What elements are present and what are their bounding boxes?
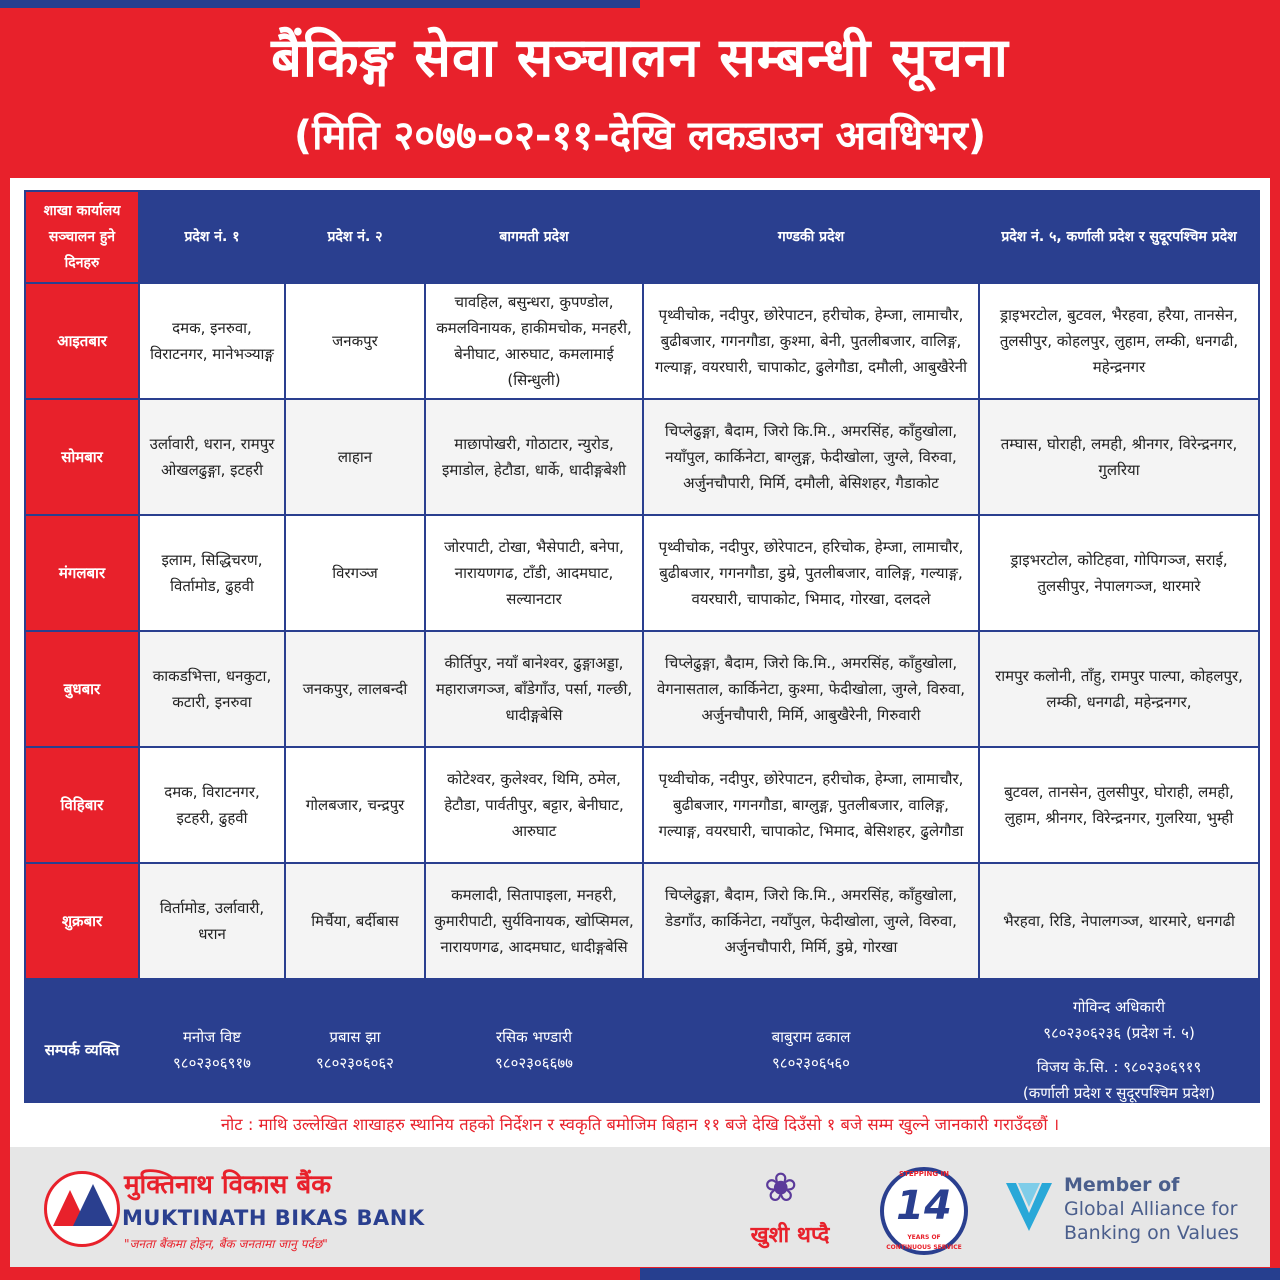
table-cell: चिप्लेढुङ्गा, बैदाम, जिरो कि.मि., अमरसिंह, काँहुखोला, नयाँपुल, कार्किनेटा, बाग्लुङ्ग, फेदीखोला, जुग्ले, विरुवा, अर्जुनचौपारी, मिर्मि, दमौली, बेसिशहर, गैडाकोट: [643, 399, 979, 515]
gabv-line-2: Global Alliance for: [1064, 1198, 1238, 1220]
contact-cell: [285, 979, 425, 1120]
table-row: [25, 399, 1259, 515]
table-cell: भैरहवा, रिडि, नेपालगञ्ज, थारमारे, धनगढी: [979, 863, 1259, 979]
table-cell: चावहिल, बसुन्धरा, कुपण्डोल, कमलविनायक, हाकीमचोक, मनहरी, बेनीघाट, आरुघाट, कमलामाई (सिन्धुली): [425, 283, 643, 399]
contact-region-secondary: (कर्णाली प्रदेश र सुदूरपश्चिम प्रदेश): [1022, 1083, 1216, 1102]
table-cell: इलाम, सिद्धिचरण, विर्तामोड, ढुहवी: [139, 515, 285, 631]
table-cell: दमक, इनरुवा, विराटनगर, मानेभञ्याङ्ग: [139, 283, 285, 399]
table-row: [25, 631, 1259, 747]
header-province-5-karnali-sudurpashchim: प्रदेश नं. ५, कर्णाली प्रदेश र सुदूरपश्चिम प्रदेश: [979, 191, 1259, 283]
table-cell: माछापोखरी, गोठाटार, न्युरोड, इमाडोल, हेटौडा, धार्के, धादीङ्गबेशी: [425, 399, 643, 515]
table-cell: उर्लावारी, धरान, रामपुर ओखलढुङ्गा, इटहरी: [139, 399, 285, 515]
table-cell: ड्राइभरटोल, बुटवल, भैरहवा, हरैया, तानसेन, तुलसीपुर, कोहलपुर, लुहाम, लम्की, धनगढी, महेन्द्रनगर: [979, 283, 1259, 399]
day-label: सोमबार: [25, 399, 139, 515]
khushi-text: खुशी थप्दै: [750, 1223, 830, 1248]
anniversary-badge-icon: [880, 1167, 968, 1255]
day-label: आइतबार: [25, 283, 139, 399]
table-cell: काकडभित्ता, धनकुटा, कटारी, इनरुवा: [139, 631, 285, 747]
table-cell: विर्तामोड, उर्लावारी, धरान: [139, 863, 285, 979]
table-cell: पृथ्वीचोक, नदीपुर, छोरेपाटन, हरिचोक, हेम्जा, लामाचौर, बुढीबजार, गगनगौडा, डुम्रे, पुतलीबजार, वालिङ्ग, गल्याङ्ग, वयरघारी, चापाकोट, भिमाद, गोरखा, दलदले: [643, 515, 979, 631]
contact-name: मनोज विष्ट: [182, 1027, 242, 1046]
table-cell: तम्घास, घोराही, लमही, श्रीनगर, विरेन्द्रनगर, गुलरिया: [979, 399, 1259, 515]
badge-number: 14: [896, 1183, 952, 1229]
table-cell: रामपुर कलोनी, ताँहु, रामपुर पाल्पा, कोहलपुर, लम्की, धनगढी, महेन्द्रनगर,: [979, 631, 1259, 747]
contact-cell: [643, 979, 979, 1120]
gabv-text: [1064, 1173, 1264, 1245]
table-cell: बुटवल, तानसेन, तुलसीपुर, घोराही, लमही, लुहाम, श्रीनगर, विरेन्द्रनगर, गुलरिया, भुम्ही: [979, 747, 1259, 863]
top-accent-bar: [0, 0, 640, 8]
bank-tagline: "जनता बैंकमा होइन, बैंक जनतामा जानु पर्दछ": [124, 1237, 328, 1251]
page-title: बैंकिङ्ग सेवा सञ्चालन सम्बन्धी सूचना: [271, 26, 1009, 89]
table-cell: जोरपाटी, टोखा, भैसेपाटी, बनेपा, नारायणगढ, टाँडी, आदमघाट, सल्यानटार: [425, 515, 643, 631]
header-province-1: प्रदेश नं. १: [139, 191, 285, 283]
bank-name-nepali: मुक्तिनाथ विकास बैंक: [124, 1170, 332, 1200]
gabv-line-1: Member of: [1064, 1174, 1180, 1196]
table-cell: गोलबजार, चन्द्रपुर: [285, 747, 425, 863]
contact-cell: [139, 979, 285, 1120]
corner-header: शाखा कार्यालय सञ्चालन हुने दिनहरु: [25, 191, 139, 283]
contact-name: रसिक भण्डारी: [495, 1027, 573, 1046]
table-cell: जनकपुर: [285, 283, 425, 399]
table-row: [25, 283, 1259, 399]
table-row: [25, 747, 1259, 863]
contact-phone: ९८०२३०६९१७: [172, 1053, 251, 1072]
table-cell: ड्राइभरटोल, कोटिहवा, गोपिगञ्ज, सराई, तुलसीपुर, नेपालगञ्ज, थारमारे: [979, 515, 1259, 631]
day-label: मंगलबार: [25, 515, 139, 631]
bank-name-english: MUKTINATH BIKAS BANK: [122, 1206, 425, 1230]
table-cell: चिप्लेढुङ्गा, बैदाम, जिरो कि.मि., अमरसिंह, काँहुखोला, डेडगाँउ, कार्किनेटा, नयाँपुल, फेदीखोला, जुग्ले, विरुवा, अर्जुनचौपारी, मिर्मि, डुम्रे, गोरखा: [643, 863, 979, 979]
table-cell: जनकपुर, लालबन्दी: [285, 631, 425, 747]
table-cell: मिर्चैया, बर्दीबास: [285, 863, 425, 979]
khushi-logo: [740, 1162, 830, 1257]
table-cell: पृथ्वीचोक, नदीपुर, छोरेपाटन, हरीचोक, हेम्जा, लामाचौर, बुढीबजार, गगनगौडा, बाग्लुङ्ग, पुतलीबजार, वालिङ्ग, गल्याङ्ग, वयरघारी, चापाकोट, भिमाद, बेसिशहर, ढुलेगौडा: [643, 747, 979, 863]
contact-name: प्रबास झा: [329, 1027, 381, 1046]
table-header-row: [25, 191, 1259, 283]
table-cell: पृथ्वीचोक, नदीपुर, छोरेपाटन, हरीचोक, हेम्जा, लामाचौर, बुढीबजार, गगनगौडा, कुश्मा, बेनी, पुतलीबजार, वालिङ्ग, गल्याङ्ग, वयरघारी, चापाकोट, ढुलेगौडा, दमौली, आबुखैरेनी: [643, 283, 979, 399]
contact-row: [25, 979, 1259, 1120]
contact-name-secondary: विजय के.सि. : ९८०२३०६९१९: [1036, 1057, 1202, 1076]
notice-note: नोट : माथि उल्लेखित शाखाहरु स्थानिय तहको निर्देशन र स्वकृति बमोजिम बिहान ११ बजे देखि दिउँसो १ बजे सम्म खुल्ने जानकारी गराउँदछौं ।: [10, 1103, 1270, 1147]
day-label: बुधबार: [25, 631, 139, 747]
header-gandaki: गण्डकी प्रदेश: [643, 191, 979, 283]
contact-phone: ९८०२३०६६७७: [494, 1053, 573, 1072]
header-bagmati: बागमती प्रदेश: [425, 191, 643, 283]
table-cell: दमक, विराटनगर, इटहरी, ढुहवी: [139, 747, 285, 863]
table-cell: विरगञ्ज: [285, 515, 425, 631]
gabv-logo-icon: [1004, 1175, 1054, 1235]
contact-label: सम्पर्क व्यक्ति: [25, 979, 139, 1120]
footer: [10, 1147, 1270, 1267]
contact-name: गोविन्द अधिकारी: [1073, 997, 1165, 1016]
badge-top-text: STEPPING IN: [899, 1170, 949, 1178]
badge-bottom-text: YEARS OF CONTINUOUS SERVICE: [886, 1234, 962, 1251]
header-province-2: प्रदेश नं. २: [285, 191, 425, 283]
table-row: [25, 515, 1259, 631]
table-row: [25, 863, 1259, 979]
contact-name: बाबुराम ढकाल: [771, 1027, 851, 1046]
contact-cell: [979, 979, 1259, 1120]
table-cell: चिप्लेढुङ्गा, बैदाम, जिरो कि.मि., अमरसिंह, काँहुखोला, वेगनासताल, कार्किनेटा, कुश्मा, फेदीखोला, जुग्ले, विरुवा, अर्जुनचौपारी, मिर्मि, आबुखैरेनी, गिरुवारी: [643, 631, 979, 747]
muktinath-logo-icon: [44, 1171, 120, 1247]
contact-phone: ९८०२३०६२३६ (प्रदेश नं. ५): [1043, 1023, 1195, 1042]
table-cell: कोटेश्वर, कुलेश्वर, थिमि, ठमेल, हेटौडा, पार्वतीपुर, बट्टार, बेनीघाट, आरुघाट: [425, 747, 643, 863]
table-cell: कीर्तिपुर, नयाँ बानेश्वर, ढुङ्गाअड्डा, महाराजगञ्ज, बाँडेगाँउ, पर्सा, गल्छी, धादीङ्गबेसि: [425, 631, 643, 747]
contact-phone: ९८०२३०६०६२: [315, 1053, 394, 1072]
page-subtitle: (मिति २०७७-०२-११-देखि लकडाउन अवधिभर): [293, 113, 987, 159]
schedule-table: [24, 190, 1260, 1121]
gabv-line-3: Banking on Values: [1064, 1222, 1239, 1244]
bottom-accent-bar: [640, 1268, 1280, 1280]
day-label: शुक्रबार: [25, 863, 139, 979]
table-cell: लाहान: [285, 399, 425, 515]
table-cell: कमलादी, सितापाइला, मनहरी, कुमारीपाटी, सुर्यविनायक, खोप्सिमल, नारायणगढ, आदमघाट, धादीङ्गबेसि: [425, 863, 643, 979]
contact-cell: [425, 979, 643, 1120]
contact-phone: ९८०२३०६५६०: [771, 1053, 850, 1072]
khushi-tree-icon: ❀: [764, 1165, 798, 1211]
day-label: विहिबार: [25, 747, 139, 863]
